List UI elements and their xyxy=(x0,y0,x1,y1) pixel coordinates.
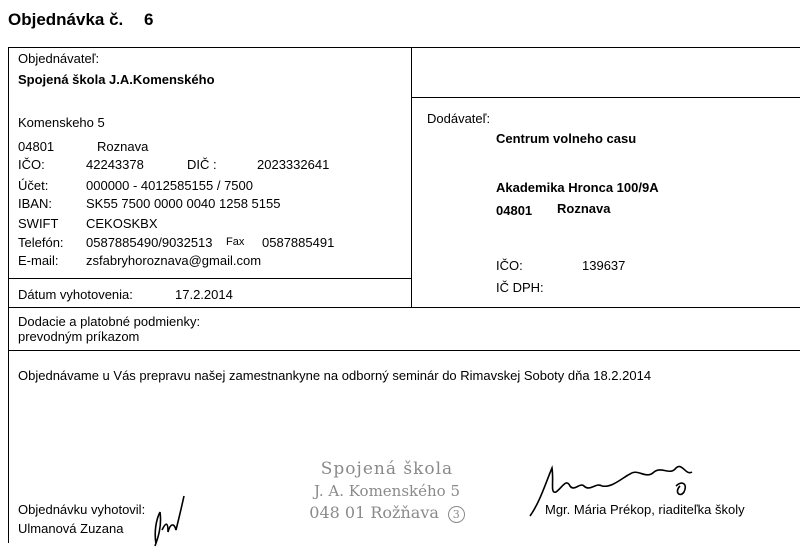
date-value: 17.2.2014 xyxy=(175,287,233,302)
supplier-icdph-label: IČ DPH: xyxy=(496,280,544,295)
orderer-city: Roznava xyxy=(97,139,149,154)
school-stamp xyxy=(298,459,476,523)
orderer-phone-label: Telefón: xyxy=(18,235,64,250)
made-by-name: Ulmanová Zuzana xyxy=(18,521,124,536)
orderer-fax-value: 0587885491 xyxy=(262,235,335,250)
stamp-line-1: Spojená škola xyxy=(320,459,454,479)
orderer-street: Komenskeho 5 xyxy=(18,115,105,130)
stamp-number: 3 xyxy=(448,506,465,523)
title-number: 6 xyxy=(144,10,154,29)
orderer-ico-label: IČO: xyxy=(18,157,45,172)
orderer-ucet-value: 000000 - 4012585155 / 7500 xyxy=(86,178,253,193)
orderer-iban-label: IBAN: xyxy=(18,196,52,211)
supplier-zip: 04801 xyxy=(496,203,533,218)
frame-left xyxy=(8,47,9,543)
supplier-name: Centrum volneho casu xyxy=(496,131,637,146)
supplier-heading: Dodávateľ: xyxy=(427,111,491,126)
frame-top xyxy=(8,47,800,48)
orderer-ucet-label: Účet: xyxy=(18,178,49,193)
supplier-ico-label: IČO: xyxy=(496,258,523,273)
orderer-box-bottom xyxy=(8,278,411,279)
header-section-bottom xyxy=(8,307,800,308)
supplier-street: Akademika Hronca 100/9A xyxy=(496,180,659,195)
terms-value: prevodným príkazom xyxy=(18,329,140,344)
orderer-email-value: zsfabryhoroznava@gmail.com xyxy=(86,253,262,268)
orderer-swift-label: SWIFT xyxy=(18,216,59,231)
orderer-dic-label: DIČ : xyxy=(187,157,217,172)
orderer-name: Spojená škola J.A.Komenského xyxy=(18,72,215,87)
terms-label: Dodacie a platobné podmienky: xyxy=(18,314,201,329)
stamp-line-3-row xyxy=(298,503,476,523)
director-name: Mgr. Mária Prékop, riaditeľka školy xyxy=(545,502,745,517)
supplier-city: Roznava xyxy=(557,201,611,216)
clerk-signature xyxy=(150,492,195,550)
orderer-dic-value: 2023332641 xyxy=(257,157,330,172)
stamp-line-3: 048 01 Rožňava xyxy=(309,503,439,522)
orderer-iban-value: SK55 7500 0000 0040 1258 5155 xyxy=(86,196,281,211)
orderer-fax-label: Fax xyxy=(226,236,245,248)
made-by-label: Objednávku vyhotovil: xyxy=(18,502,146,517)
terms-section-bottom xyxy=(8,350,800,351)
orderer-phone-value: 0587885490/9032513 xyxy=(86,235,213,250)
orderer-heading: Objednávateľ: xyxy=(18,51,100,66)
stamp-line-2: J. A. Komenského 5 xyxy=(313,482,460,500)
page-title xyxy=(8,10,153,30)
date-label: Dátum vyhotovenia: xyxy=(18,287,133,302)
order-body-text: Objednávame u Vás prepravu našej zamestnankyne na odborný seminár do Rimavskej Soboty dňa 18.2.2014 xyxy=(18,368,652,383)
supplier-ico-value: 139637 xyxy=(582,258,626,273)
orderer-zip: 04801 xyxy=(18,139,55,154)
supplier-box-top xyxy=(411,97,800,98)
title-label: Objednávka č. xyxy=(8,10,124,29)
orderer-swift-value: CEKOSKBX xyxy=(86,216,158,231)
orderer-ico-value: 42243378 xyxy=(86,157,144,172)
divider-vertical xyxy=(411,47,412,308)
orderer-email-label: E-mail: xyxy=(18,253,59,268)
